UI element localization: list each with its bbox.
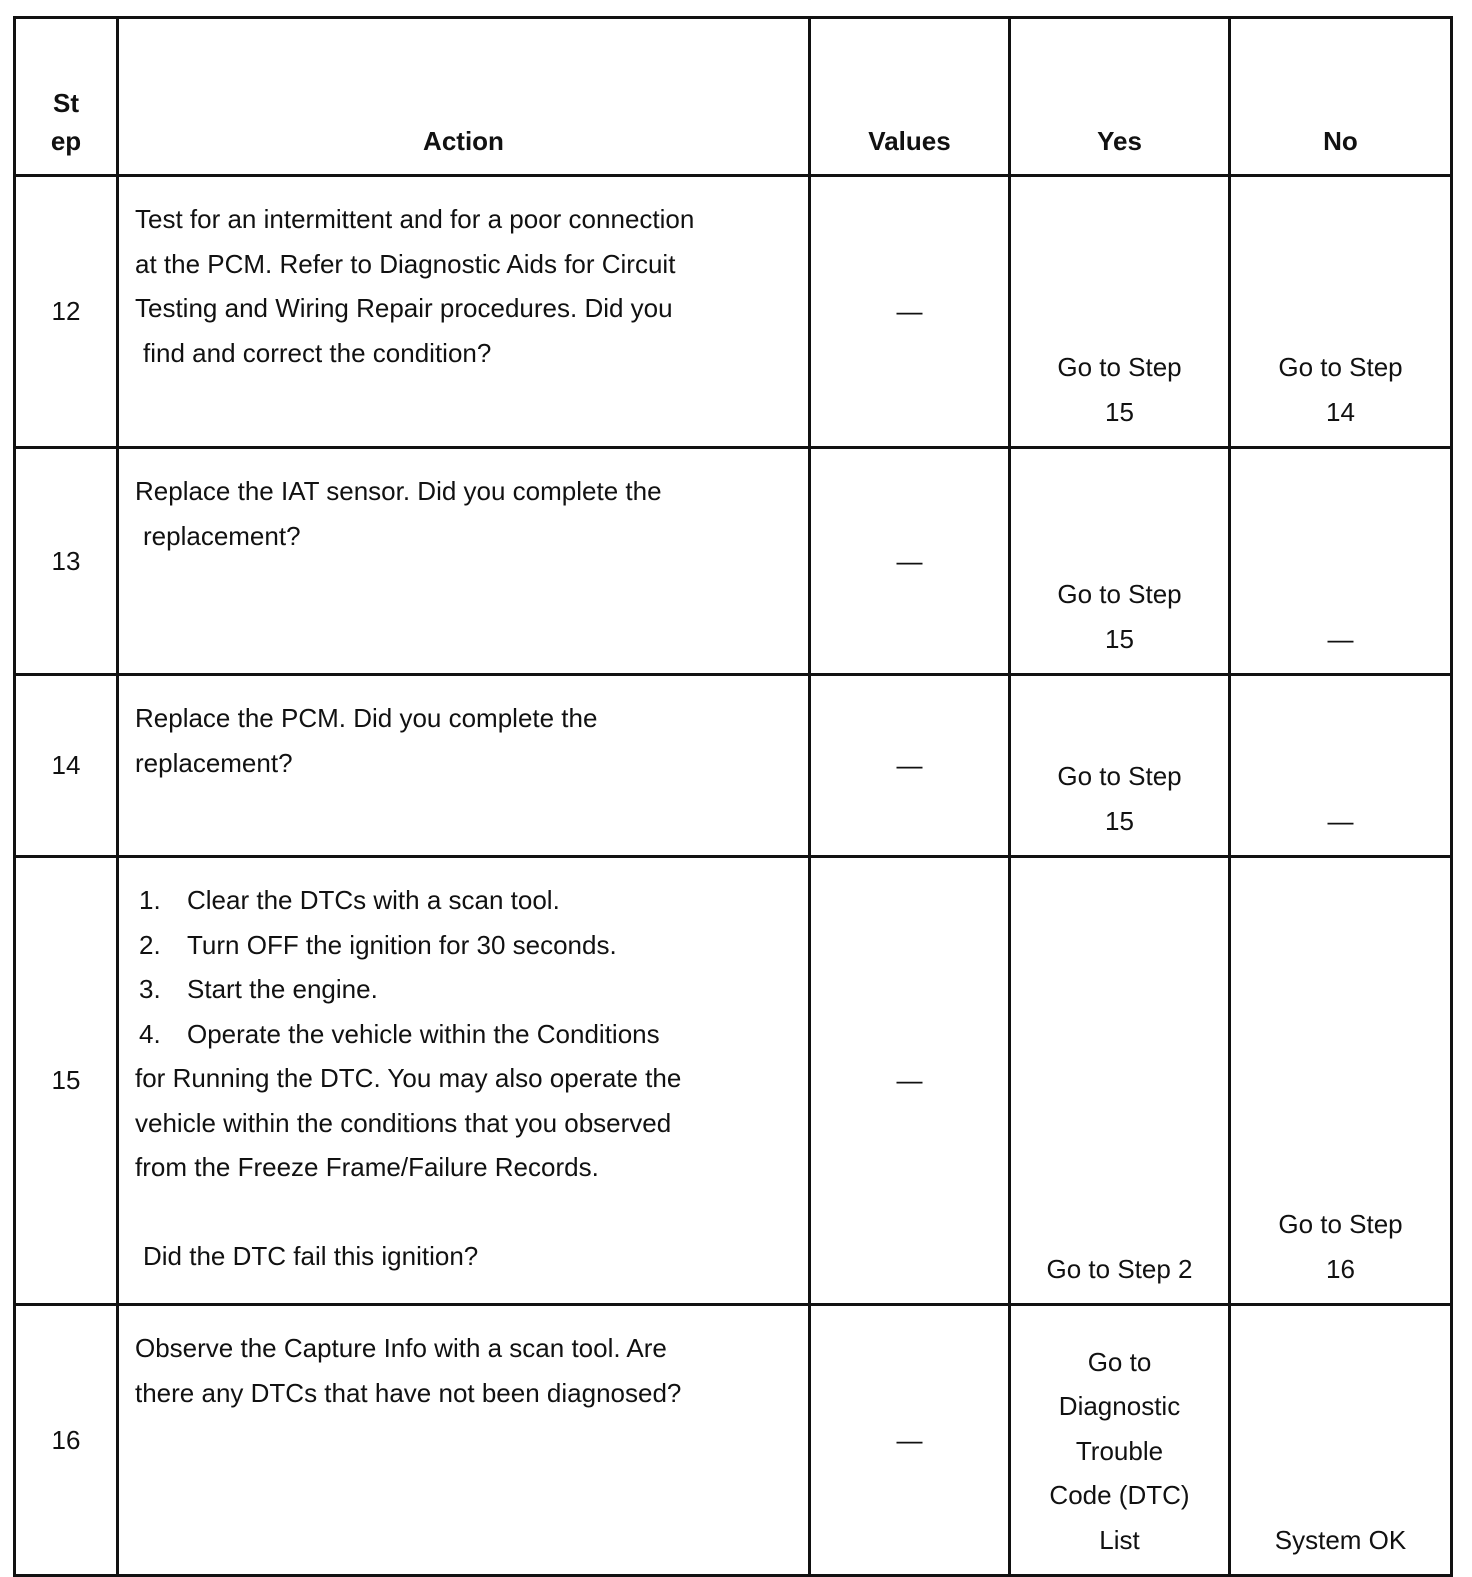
no-cell: Go to Step 14 [1230, 176, 1452, 448]
action-cell: Observe the Capture Info with a scan tool. Are there any DTCs that have not been diagnosed? [118, 1305, 810, 1576]
values-cell: — [810, 176, 1010, 448]
action-cell: Replace the IAT sensor. Did you complete the replacement? [118, 448, 810, 675]
values-cell: — [810, 1305, 1010, 1576]
list-item: 3. Start the engine. [139, 974, 378, 1004]
action-cell: Test for an intermittent and for a poor connection at the PCM. Refer to Diagnostic Aids for Circuit Testing and Wiring Repair procedures. Did you find and correct the condition? [118, 176, 810, 448]
yes-cell: Go to Step 15 [1010, 176, 1230, 448]
values-cell: — [810, 448, 1010, 675]
header-no: No [1230, 18, 1452, 176]
table-row [15, 675, 1452, 857]
list-item: 2. Turn OFF the ignition for 30 seconds. [139, 929, 617, 960]
header-action: Action [118, 18, 810, 176]
action-question: Did the DTC fail this ignition? [143, 1240, 479, 1271]
no-cell: Go to Step 16 [1230, 857, 1452, 1305]
header-yes: Yes [1010, 18, 1230, 176]
yes-cell: Go to Step 15 [1010, 675, 1230, 857]
procedure-list [135, 878, 792, 1056]
step-number: 12 [15, 176, 118, 448]
action-cell: Replace the PCM. Did you complete the replacement? [118, 675, 810, 857]
list-item: 4. Operate the vehicle within the Conditions [139, 1018, 660, 1049]
no-cell: System OK [1230, 1305, 1452, 1576]
yes-cell: Go to Step 2 [1010, 857, 1230, 1305]
list-item: 1. Clear the DTCs with a scan tool. [139, 885, 560, 915]
no-cell: — [1230, 675, 1452, 857]
table-row [15, 176, 1452, 448]
step-number: 14 [15, 675, 118, 857]
values-cell: — [810, 857, 1010, 1305]
action-cell: 1. Clear the DTCs with a scan tool. 2. Turn OFF the ignition for 30 seconds. 3. Start the engine. 4. Operate the vehicle within the Conditions for Running the DTC. You may also operate the vehicle within the conditions that you observed from the Freeze Frame/Failure Records. Did the DTC fail this ignition? [118, 857, 810, 1305]
header-row [15, 18, 1452, 176]
step-number: 13 [15, 448, 118, 675]
values-cell: — [810, 675, 1010, 857]
table-row [15, 1305, 1452, 1576]
yes-cell: Go to Diagnostic Trouble Code (DTC) List [1010, 1305, 1230, 1576]
diagnostic-table [13, 16, 1453, 1577]
table-row [15, 448, 1452, 675]
yes-cell: Go to Step 15 [1010, 448, 1230, 675]
no-cell: — [1230, 448, 1452, 675]
table-row [15, 857, 1452, 1305]
step-number: 16 [15, 1305, 118, 1576]
step-number: 15 [15, 857, 118, 1305]
header-step: St ep [15, 18, 118, 176]
header-values: Values [810, 18, 1010, 176]
